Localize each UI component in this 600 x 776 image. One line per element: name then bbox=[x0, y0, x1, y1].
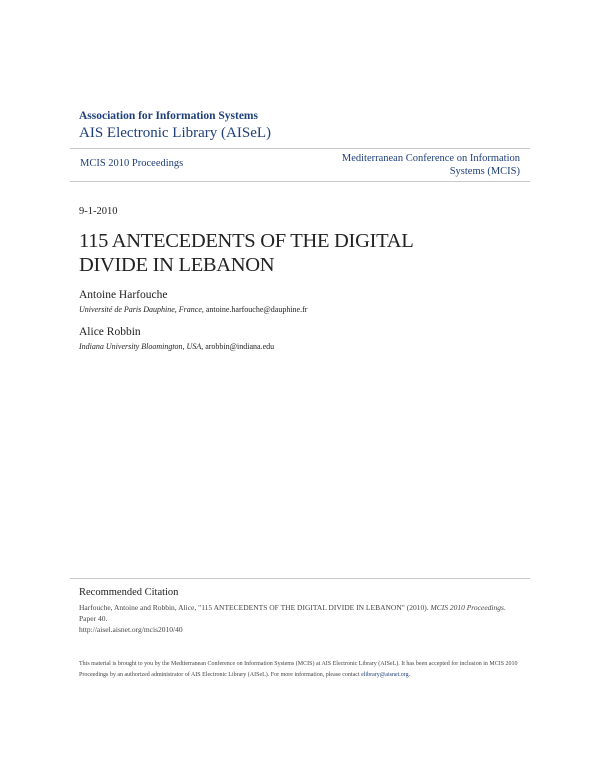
footer-notice bbox=[79, 659, 519, 681]
citation-text bbox=[70, 602, 519, 635]
footer-text: This material is brought to you by the Mediterranean Conference on Information Systems (MCIS) at AIS Electronic Library (AISeL). It has been accepted for inclusion in MCIS 2010 Proceedings by an authorized administrator of AIS Electronic Library (AISeL). For more information, please contact bbox=[79, 661, 518, 678]
proceedings-link[interactable]: MCIS 2010 Proceedings bbox=[80, 158, 184, 169]
citation-paper-number: . Paper 40. bbox=[79, 603, 506, 623]
organization-name[interactable]: Association for Information Systems bbox=[79, 110, 258, 122]
citation-heading: Recommended Citation bbox=[79, 587, 179, 598]
conference-line-1: Mediterranean Conference on Information bbox=[341, 153, 520, 164]
citation-url[interactable]: http://aisel.aisnet.org/mcis2010/40 bbox=[79, 625, 183, 634]
collection-bar bbox=[70, 148, 530, 182]
author-affiliation bbox=[79, 341, 274, 352]
affiliation-email: , antoine.harfouche@dauphine.fr bbox=[201, 305, 308, 314]
recommended-citation bbox=[70, 578, 530, 635]
affiliation-institution: Indiana University Bloomington, USA bbox=[79, 342, 202, 351]
author-name: Antoine Harfouche bbox=[79, 289, 168, 301]
paper-title bbox=[79, 229, 479, 277]
footer-end: . bbox=[408, 672, 411, 678]
author-affiliation bbox=[79, 304, 307, 315]
library-header bbox=[79, 110, 271, 142]
citation-proceedings: MCIS 2010 Proceedings bbox=[430, 603, 504, 612]
conference-link[interactable] bbox=[310, 152, 520, 178]
citation-authors-title: Harfouche, Antoine and Robbin, Alice, "115 ANTECEDENTS OF THE DIGITAL DIVIDE IN LEBANON" (2010). bbox=[79, 603, 431, 612]
author-block bbox=[79, 325, 274, 352]
author-name: Alice Robbin bbox=[79, 326, 141, 338]
contact-email-link[interactable]: elibrary@aisnet.org bbox=[361, 672, 409, 678]
author-block bbox=[79, 288, 307, 315]
publication-date: 9-1-2010 bbox=[79, 206, 118, 217]
conference-line-2: Systems (MCIS) bbox=[449, 166, 520, 177]
affiliation-institution: Université de Paris Dauphine, France bbox=[79, 305, 202, 314]
affiliation-email: , arobbin@indiana.edu bbox=[201, 342, 275, 351]
paper-title-line-2: DIVIDE IN LEBANON bbox=[79, 254, 275, 276]
library-name[interactable]: AIS Electronic Library (AISeL) bbox=[79, 125, 272, 141]
paper-title-line-1: 115 ANTECEDENTS OF THE DIGITAL bbox=[79, 230, 414, 252]
